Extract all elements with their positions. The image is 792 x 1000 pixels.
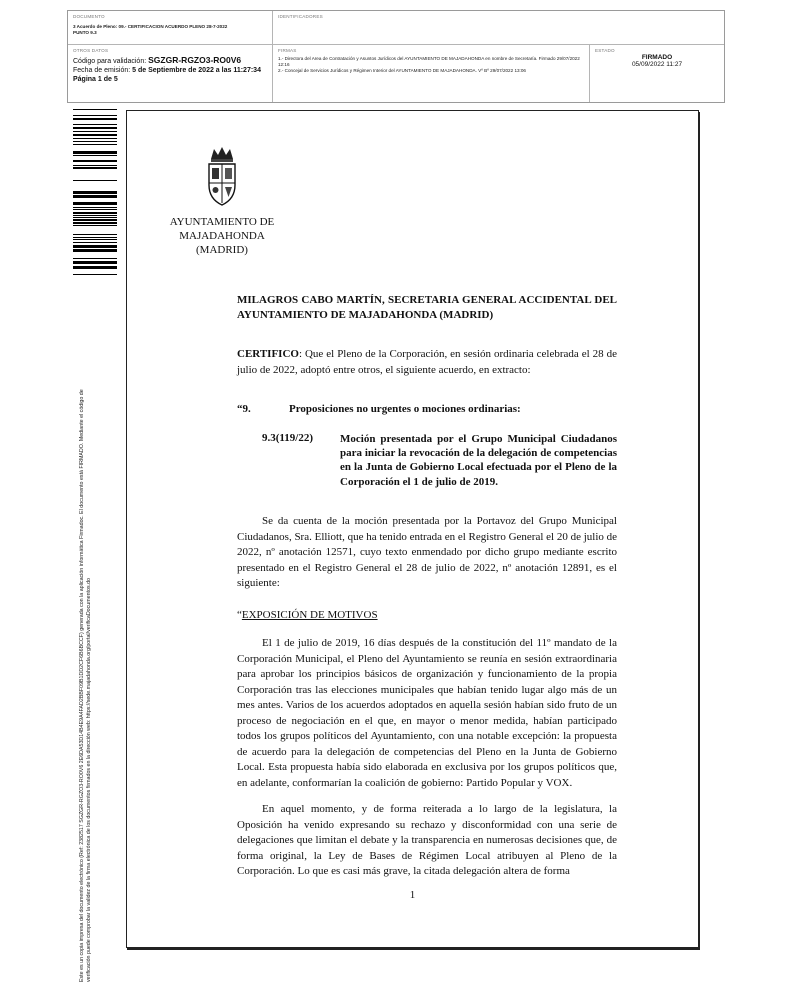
signature-header xyxy=(67,10,725,103)
fecha-emision xyxy=(73,66,267,75)
otros-datos-label: OTROS DATOS xyxy=(73,48,109,53)
coat-of-arms-icon xyxy=(205,145,239,207)
document-title: MILAGROS CABO MARTÍN, SECRETARIA GENERAL ACCIDENTAL DEL AYUNTAMIENTO DE MAJADAHONDA (MADRID) xyxy=(237,294,617,321)
paragraph-1: Se da cuenta de la moción presentada por la Portavoz del Grupo Municipal Ciudadanos, Sra. Elliott, que ha tenido entrada en el Registro General el 20 de julio de 2022, nº anotación 12571, cuyo texto enmendado por dicho grupo mediante escrito presentado en el Registro General el 28 de julio de 2022, nº anotación 12891, es el siguiente: xyxy=(237,515,618,589)
item-number: 9.3(119/22) xyxy=(262,432,314,444)
expo-title: EXPOSICIÓN DE MOTIVOS xyxy=(241,609,378,621)
documento-label: DOCUMENTO xyxy=(73,14,105,19)
org-line-3: (MADRID) xyxy=(196,244,248,256)
firmas-label: FIRMAS xyxy=(278,48,297,53)
estado-date: 05/09/2022 11:27 xyxy=(631,61,683,68)
side-text-line-1: Este es un copia impresa del documento electrónico (Ref: 2382517 SGZGR-RGZO3-RO0V6 2E6DA53D14B4E9A4FAD2BBF09B1DD2CF6B6BCCF) generada con la aplicación informática Firmadoc. El documento está FIRMADO. Mediante el código de xyxy=(79,389,85,982)
firma-2: 2.- Concejal de Servicios Jurídicos y Régimen Interior del AYUNTAMIENTO DE MAJADAHONDA. Vº Bº 29/07/2022 13:06 xyxy=(278,68,526,73)
org-line-2: MAJADAHONDA xyxy=(179,230,265,242)
estado-value: FIRMADO xyxy=(641,54,673,61)
organization-name xyxy=(157,215,287,257)
fecha-prefix: Fecha de emisión: xyxy=(73,67,131,74)
documento-text: 3 Acuerdo de Pleno: 09.- CERTIFICACION ACUERDO PLENO 28-7-2022 PUNTO 9.3 xyxy=(73,24,228,35)
identificadores-label: IDENTIFICADORES xyxy=(278,14,323,19)
otros-datos-cell xyxy=(68,45,273,102)
certifico-paragraph xyxy=(237,347,617,378)
document-page xyxy=(126,110,699,948)
certifico-text: : Que el Pleno de la Corporación, en sesión ordinaria celebrada el 28 de julio de 2022, adoptó entre otros, el siguiente acuerdo, en extracto: xyxy=(237,348,617,376)
documento-cell xyxy=(68,11,273,45)
item-title: Moción presentada por el Grupo Municipal Ciudadanos para iniciar la revocación de la delegación de competencias en la Junta de Gobierno Local efectuada por el Pleno de la Corporación el 1 de julio de 2019. xyxy=(340,433,617,488)
certifico-label: CERTIFICO xyxy=(237,348,299,360)
section-title: Proposiciones no urgentes o mociones ordinarias: xyxy=(289,403,521,415)
paragraph-2: El 1 de julio de 2019, 16 días después de la constitución del 11º mandato de la Corporación Municipal, el Pleno del Ayuntamiento se reunía en sesión extraordinaria para aprobar los principios básicos de organización y funcionamiento de la propia Corporación tras las elecciones municipales que habían tenido lugar algo más de un mes antes. Varios de los acuerdos adoptados en aquella sesión habían sido fruto de un proceso de negociación en el que, en mayor o menor medida, habían participado todos los grupos políticos del Ayuntamiento, con una notable excepción: la propuesta de acuerdo para la delegación de competencias del Pleno en la Junta de Gobierno Local. Esta propuesta había sido elaborada en exclusiva por los grupos políticos que, en adelante, conformarían la coalición de gobierno: Partido Popular y VOX. xyxy=(237,637,617,789)
section-number: “9. xyxy=(237,403,251,415)
side-text-line-2: verificación puede comprobar la validez de la firma electrónica de los documentos firmados en la dirección web: https://sede.majadahonda.org/portal/verificaDocumentos.do xyxy=(86,578,93,982)
org-line-1: AYUNTAMIENTO DE xyxy=(169,216,275,228)
codigo-validacion xyxy=(73,56,267,66)
firma-1: 1.- Directora del Area de Contratación y Asuntos Jurídicos del AYUNTAMIENTO DE MAJADAHONDA en nombre de Secretaría. Firmado 29/07/2022 12:16 xyxy=(278,56,580,67)
firmas-cell xyxy=(273,45,590,102)
side-verification-text xyxy=(79,292,99,982)
pagina-label: Página 1 de 5 xyxy=(73,76,118,83)
codigo-prefix: Código para validación: xyxy=(73,58,147,65)
fecha-value: 5 de Septiembre de 2022 a las 11:27:34 xyxy=(132,67,261,74)
exposicion-heading xyxy=(237,609,378,621)
barcode xyxy=(73,107,117,275)
estado-cell xyxy=(590,45,724,102)
expo-quote: “ xyxy=(237,609,242,621)
paragraph-3: En aquel momento, y de forma reiterada a lo largo de la legislatura, la Oposición ha venido expresando su rechazo y disconformidad con una serie de delegaciones que limitan el debate y la transparencia en numerosas decisiones que, de forma original, la Ley de Bases de Régimen Local atribuyen al Pleno de la Corporación. Lo que es casi más grave, la citada delegación altera de forma xyxy=(237,803,617,877)
estado-label: ESTADO xyxy=(595,48,615,53)
codigo-value: SGZGR-RGZO3-RO0V6 xyxy=(148,55,242,65)
page-number: 1 xyxy=(409,889,416,901)
identificadores-cell xyxy=(273,11,724,45)
